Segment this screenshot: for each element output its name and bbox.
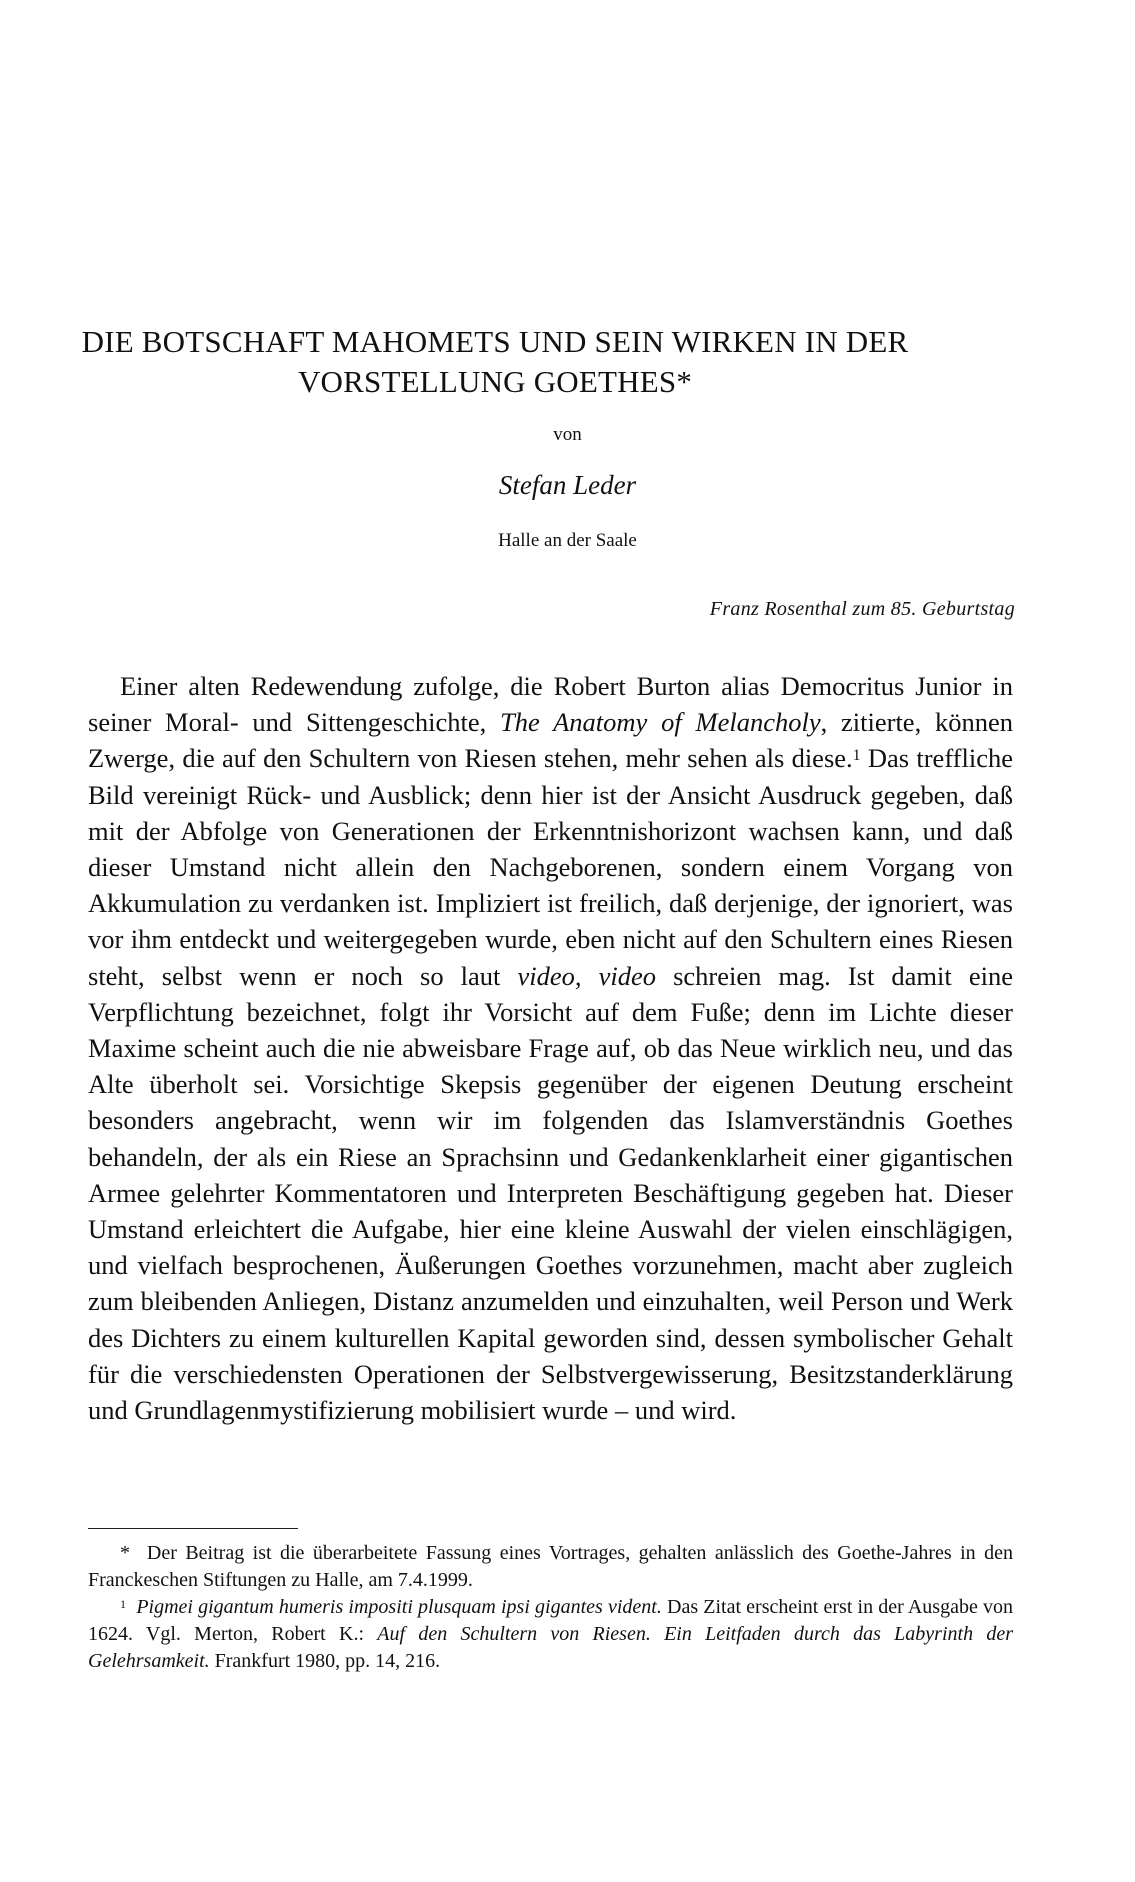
footnote-star bbox=[88, 1540, 1013, 1594]
footnote-1-quote: Pigmei gigantum humeris impositi plusquam ipsi gigantes vident. bbox=[136, 1596, 662, 1618]
body-text-segment: Einer alten Redewendung zufolge, die Robert Burton alias Democritus Junior in seiner Moral- und Sittengeschichte, bbox=[88, 671, 1013, 738]
footnote-separator bbox=[88, 1528, 298, 1529]
latin-phrase: video, video bbox=[517, 960, 656, 991]
author-name: Stefan Leder bbox=[498, 470, 637, 500]
author-affiliation: Halle an der Saale bbox=[498, 530, 637, 551]
footnote-star-text: Der Beitrag ist die überarbeitete Fassung eines Vortrages, gehalten anlässlich des Goethe-Jahres in den Franckeschen Stiftungen zu Halle, am 7.4.1999. bbox=[88, 1542, 1014, 1591]
body-text-segment: Das treffliche Bild vereinigt Rück- und Ausblick; denn hier ist der Ansicht Ausdruck gegeben, daß mit der Abfolge von Generationen der Erkenntnishorizont wachsen kann, und daß dieser Umstand nicht allein den Nachgeborenen, sondern einem Vorgang von Akkumulation zu verdanken ist. Impliziert ist freilich, daß derjenige, der ignoriert, was vor ihm entdeckt und weitergegeben wurde, eben nicht auf den Schultern eines Riesen steht, selbst wenn er noch so laut bbox=[88, 743, 1013, 991]
footnote-1-mark: 1 bbox=[120, 1596, 126, 1611]
footnote-1-book: Auf den Schultern von Riesen. Ein Leitfaden durch das Labyrinth der Gelehrsamkeit. bbox=[88, 1623, 1013, 1672]
body-text-segment: , zitierte, können Zwerge, die auf den Schultern von Riesen stehen, mehr sehen als diese. bbox=[88, 707, 1013, 774]
footnote-1-text: Das Zitat erscheint erst in der Ausgabe von 1624. Vgl. Merton, Robert K.: bbox=[88, 1596, 1013, 1645]
footnote-ref-1: 1 bbox=[852, 747, 861, 765]
footnote-star-mark: * bbox=[120, 1542, 130, 1564]
dedication: Franz Rosenthal zum 85. Geburtstag bbox=[709, 598, 1015, 620]
byline-von: von bbox=[553, 424, 582, 445]
title-line-1: DIE BOTSCHAFT MAHOMETS UND SEIN WIRKEN IN DER bbox=[81, 324, 909, 359]
article-title bbox=[80, 322, 910, 402]
title-line-2: VORSTELLUNG GOETHES* bbox=[297, 364, 693, 399]
book-title: The Anatomy of Melancholy bbox=[500, 707, 821, 738]
footnotes bbox=[88, 1540, 1013, 1675]
footnote-1-text-end: Frankfurt 1980, pp. 14, 216. bbox=[209, 1650, 441, 1672]
footnote-1 bbox=[88, 1594, 1013, 1675]
body-paragraph bbox=[88, 668, 1013, 1428]
body-text-segment: schreien mag. Ist damit eine Verpflichtung bezeichnet, folgt ihr Vorsicht auf dem Fuße; denn im Lichte dieser Maxime scheint auch die nie abweisbare Frage auf, ob das Neue wirklich neu, und das Alte überholt sei. Vorsichtige Skepsis gegenüber der eigenen Deutung erscheint besonders angebracht, wenn wir im folgenden das Islamverständnis Goethes behandeln, der als ein Riese an Sprachsinn und Gedankenklarheit einer gigantischen Armee gelehrter Kommentatoren und Interpreten Beschäftigung gegeben hat. Dieser Umstand erleichtert die Aufgabe, hier eine kleine Auswahl der vielen einschlägigen, und vielfach besprochenen, Äußerungen Goethes vorzunehmen, macht aber zugleich zum bleibenden Anliegen, Distanz anzumelden und einzuhalten, weil Person und Werk des Dichters zu einem kulturellen Kapital geworden sind, dessen symbolischer Gehalt für die verschiedensten Operationen der Selbstvergewisserung, Besitzstanderklärung und Grundlagenmystifizierung mobilisiert wurde – und wird. bbox=[88, 960, 1013, 1426]
